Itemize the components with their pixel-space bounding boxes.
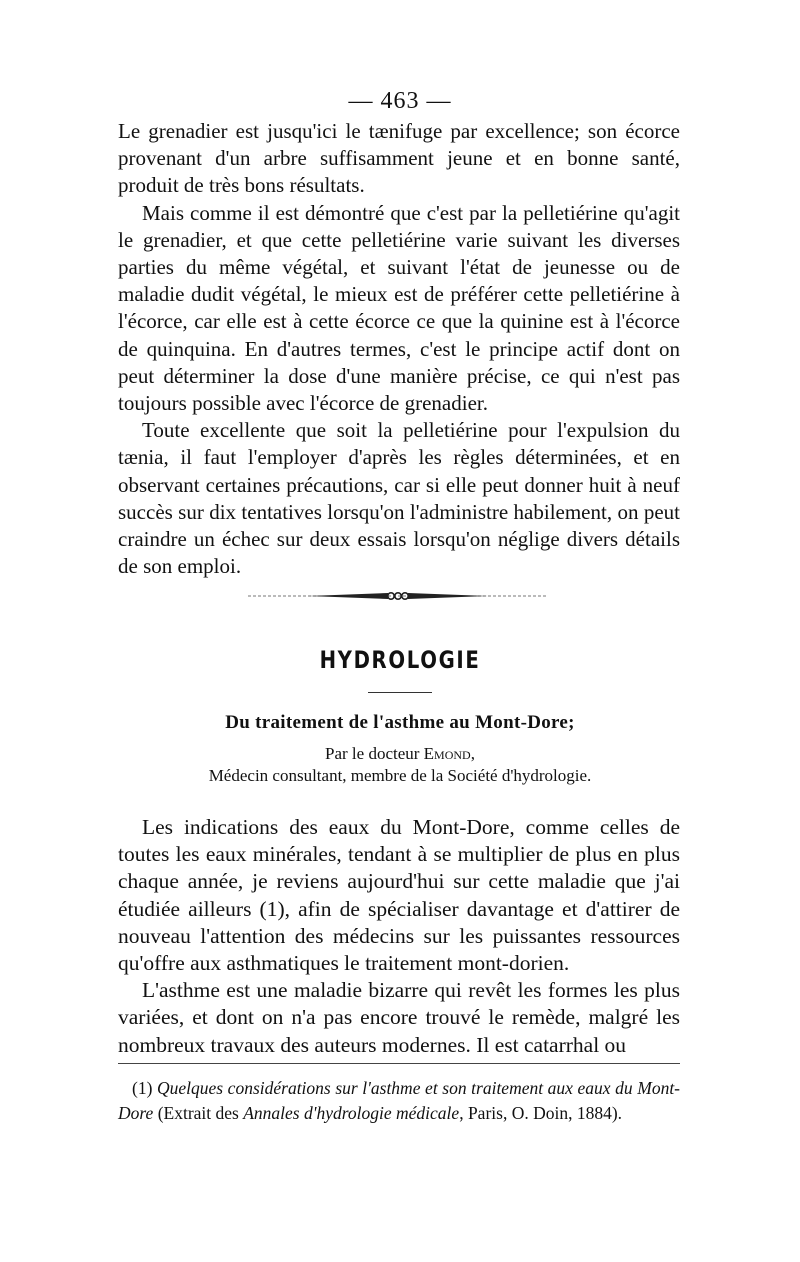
byline [0,744,800,764]
article-body [118,814,680,1059]
paragraph-taenia: Toute excellente que soit la pelletiérine pour l'expulsion du tænia, il faut l'employer d'après les règles déterminées, et en observant certaines précautions, car si elle peut donner huit à neuf succès sur dix tentatives lorsqu'on l'administre habilement, on peut craindre un échec sur deux essais lorsqu'on néglige divers détails de son emploi. [118,418,680,579]
byline-prefix: Par le docteur [325,744,424,763]
article-title: Du traitement de l'asthme au Mont-Dore; [225,712,575,733]
ornamental-divider [248,588,548,604]
footnote-marker: (1) [132,1078,157,1098]
footnote [118,1076,680,1125]
paragraph-asthme: L'asthme est une maladie bizarre qui revêt les formes les plus variées, et dont on n'a pas encore trouvé le remède, malgré les nombreux travaux des auteurs modernes. Il est catarrhal ou [118,978,680,1057]
page-number: — 463 — [348,88,452,114]
paragraph-indications: Les indications des eaux du Mont-Dore, comme celles de toutes les eaux minérales, tendant à se multiplier de plus en plus chaque année, je reviens aujourd'hui sur cette maladie que j'ai étudiée ailleurs (1), afin de spécialiser davantage et d'attirer de nouveau l'attention des médecins sur les puissantes ressources qu'offre aux asthmatiques le traitement mont-dorien. [118,815,680,976]
heading-rule [368,692,432,693]
footnote-extract-suffix: , Paris, O. Doin, 1884). [459,1102,623,1123]
section-heading: HYDROLOGIE [319,646,481,674]
byline-suffix: , [470,744,475,763]
footnote-rule [118,1063,680,1064]
top-text-block [118,118,680,580]
footnote-title: Quelques considérations sur l'asthme et son traitement aux eaux du Mont-Dore [118,1078,681,1123]
footnote-journal: Annales d'hydrologie médicale [243,1102,460,1123]
author-name: Emond [423,744,471,763]
paragraph-pelletierine: Mais comme il est démontré que c'est par la pelletiérine qu'agit le grenadier, et que cette pelletiérine varie suivant les diverses parties du même végétal, et suivant l'état de jeunesse ou de maladie dudit végétal, le mieux est de préférer cette pelletiérine à l'écorce, car elle est à cette écorce ce que la quinine est à l'écorce de quinquina. En d'autres termes, c'est le principe actif dont on peut déterminer la dose d'une manière précise, ce qui n'est pas toujours possible avec l'écorce de grenadier. [118,200,680,416]
paragraph-grenadier: Le grenadier est jusqu'ici le tænifuge par excellence; son écorce provenant d'un arbre suffisamment jeune et en bonne santé, produit de très bons résultats. [118,119,680,198]
footnote-extract-prefix: (Extrait des [153,1102,244,1123]
author-affiliation: Médecin consultant, membre de la Société d'hydrologie. [208,766,592,785]
